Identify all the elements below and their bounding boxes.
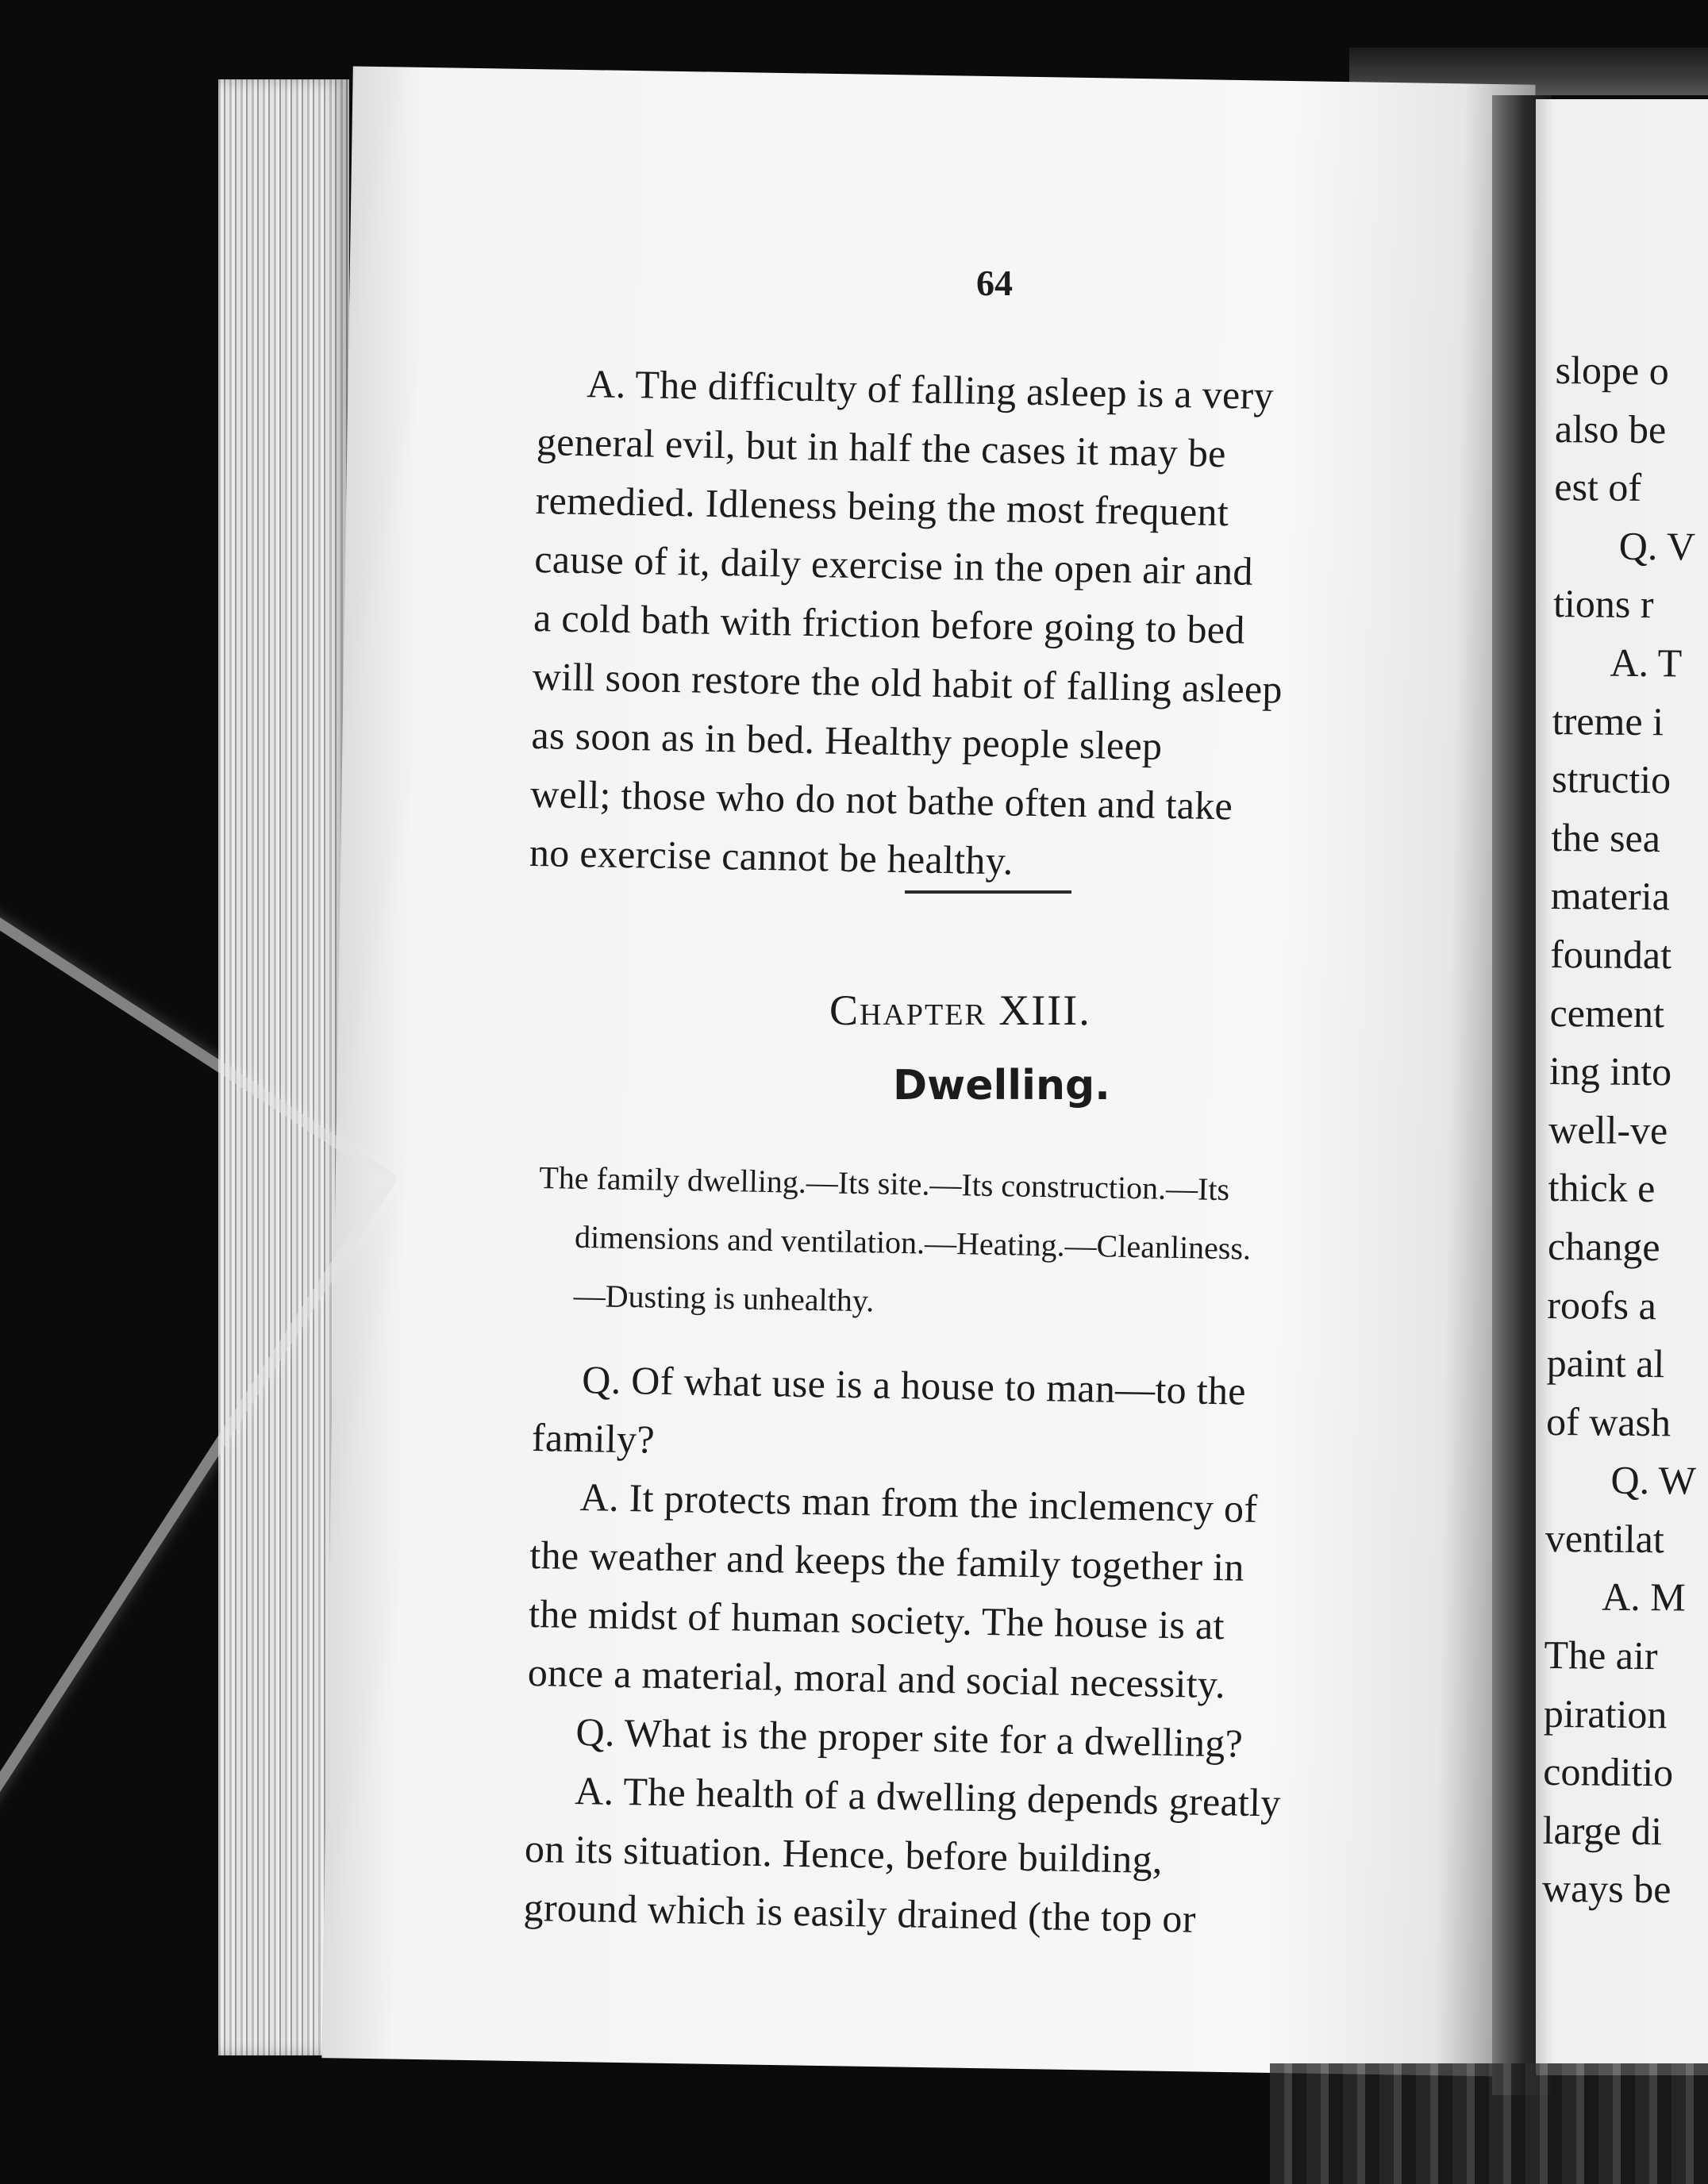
text-fragment: Q. V xyxy=(1618,523,1696,569)
text-line: well; those who do not bathe often and take xyxy=(529,771,1233,829)
text-fragment: also be xyxy=(1554,406,1667,452)
summary-line: dimensions and ventilation.—Heating.—Cleanliness. xyxy=(574,1218,1252,1267)
book-binding-bottom xyxy=(1270,2063,1708,2184)
text-fragment: The air xyxy=(1544,1632,1658,1678)
text-fragment: treme i xyxy=(1552,698,1664,744)
text-line: once a material, moral and social necessity. xyxy=(527,1649,1226,1707)
section-divider xyxy=(905,890,1071,894)
text-line: family? xyxy=(531,1414,656,1462)
text-line: ground which is easily drained (the top or xyxy=(523,1884,1197,1941)
text-line: A. The health of a dwelling depends greatly xyxy=(574,1768,1282,1825)
text-fragment: ventilat xyxy=(1545,1515,1665,1562)
text-fragment: large di xyxy=(1542,1807,1663,1854)
chapter-heading: Chapter XIII. xyxy=(829,986,1091,1034)
text-fragment: ing into xyxy=(1548,1048,1672,1094)
text-line: Q. What is the proper site for a dwelling? xyxy=(575,1709,1244,1766)
text-fragment: piration xyxy=(1543,1690,1668,1736)
text-fragment: est of xyxy=(1554,464,1642,510)
text-fragment: of wash xyxy=(1545,1398,1671,1445)
text-line: A. It protects man from the inclemency of xyxy=(579,1475,1258,1531)
text-fragment: A. T xyxy=(1610,640,1683,686)
text-fragment: paint al xyxy=(1546,1340,1665,1386)
text-fragment: well-ve xyxy=(1548,1106,1668,1152)
text-fragment: materia xyxy=(1550,873,1671,919)
summary-line: The family dwelling.—Its site.—Its construction.—Its xyxy=(538,1159,1230,1208)
text-fragment: slope o xyxy=(1555,347,1669,394)
summary-line: —Dusting is unhealthy. xyxy=(573,1277,875,1319)
text-fragment: cement xyxy=(1549,990,1665,1036)
text-fragment: ways be xyxy=(1541,1866,1671,1912)
page-number: 64 xyxy=(976,263,1013,303)
text-line: no exercise cannot be healthy. xyxy=(529,829,1014,883)
text-fragment: the sea xyxy=(1551,814,1661,860)
chapter-summary xyxy=(537,1149,1252,1338)
text-fragment: tions r xyxy=(1552,581,1654,627)
text-line: on its situation. Hence, before building, xyxy=(524,1825,1164,1882)
text-line: a cold bath with friction before going to bed xyxy=(533,594,1246,652)
text-line: Q. Of what use is a house to man—to the xyxy=(581,1357,1247,1413)
text-fragment: thick e xyxy=(1548,1165,1656,1211)
text-fragment: conditio xyxy=(1543,1749,1674,1795)
text-line: A. The difficulty of falling asleep is a very xyxy=(586,361,1275,418)
text-fragment: Q. W xyxy=(1610,1457,1697,1503)
right-page-text xyxy=(1542,341,1706,1920)
text-fragment: foundat xyxy=(1550,931,1672,978)
qa-section xyxy=(523,1349,1288,1949)
text-line: the midst of human society. The house is at xyxy=(528,1590,1225,1648)
text-fragment: change xyxy=(1547,1223,1660,1270)
text-fragment: roofs a xyxy=(1547,1282,1657,1328)
text-fragment: structio xyxy=(1551,756,1671,802)
text-fragment: A. M xyxy=(1601,1575,1687,1620)
text-line: remedied. Idleness being the most frequent xyxy=(535,477,1229,535)
text-line: will soon restore the old habit of falling asleep xyxy=(532,653,1283,712)
top-paragraph xyxy=(529,353,1288,894)
text-line: cause of it, daily exercise in the open air and xyxy=(533,536,1254,594)
chapter-title: Dwelling. xyxy=(893,1062,1110,1109)
text-line: as soon as in bed. Healthy people sleep xyxy=(531,712,1163,768)
text-line: general evil, but in half the cases it may be xyxy=(536,418,1227,476)
text-line: the weather and keeps the family together in xyxy=(529,1532,1245,1590)
